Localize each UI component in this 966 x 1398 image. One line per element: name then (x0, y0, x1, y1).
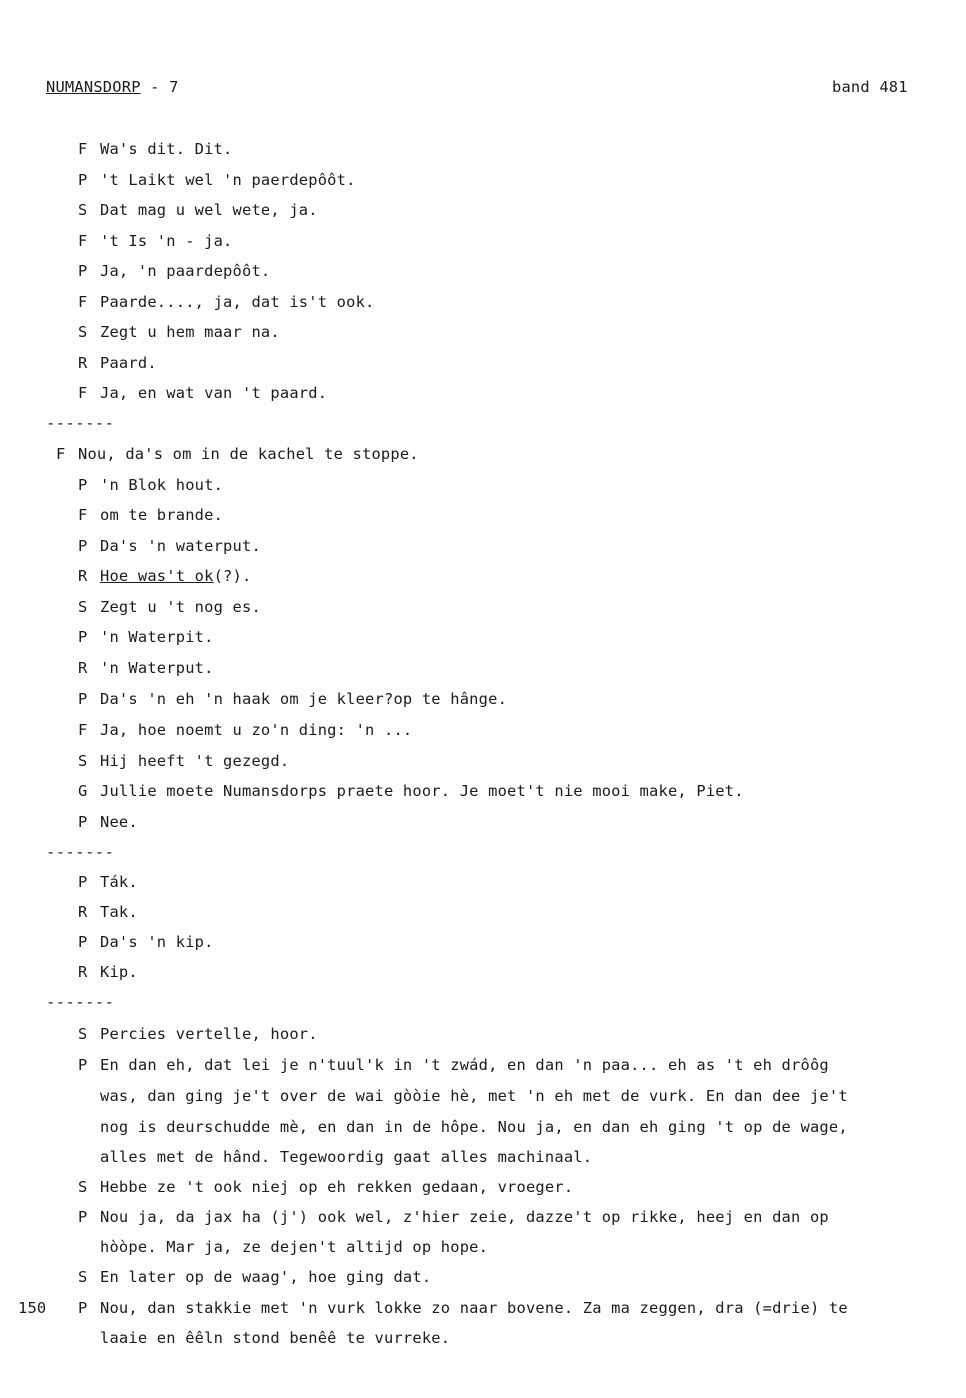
dialogue-line: P Nou ja, da jax ha (j') ook wel, z'hier zeie, dazze't op rikke, heej en dan op (78, 1208, 829, 1226)
dialogue-line: P Nee. (78, 813, 138, 831)
dialogue-line: P Ja, 'n paardepôôt. (78, 262, 271, 280)
dialogue-line: S Dat mag u wel wete, ja. (78, 201, 318, 219)
section-separator: ------- (46, 414, 115, 432)
dialogue-line: F Ja, en wat van 't paard. (78, 384, 328, 402)
dialogue-line: R Paard. (78, 354, 157, 372)
dialogue-line: S Percies vertelle, hoor. (78, 1025, 318, 1043)
dialogue-line: S Zegt u 't nog es. (78, 598, 261, 616)
dialogue-line: F 't Is 'n - ja. (78, 232, 233, 250)
section-separator: ------- (46, 993, 115, 1011)
dialogue-line: F Ja, hoe noemt u zo'n ding: 'n ... (78, 721, 413, 739)
dialogue-line-continuation: alles met de hând. Tegewoordig gaat alles machinaal. (100, 1148, 593, 1166)
section-separator: ------- (46, 843, 115, 861)
tape-number: band 481 (832, 78, 908, 96)
dialogue-line: P Da's 'n kip. (78, 933, 214, 951)
page-header-left (46, 78, 179, 96)
dialogue-line-continuation: laaie en êêln stond benêê te vurreke. (100, 1329, 451, 1347)
dialogue-line: P Da's 'n eh 'n haak om je kleer?op te hânge. (78, 690, 508, 708)
dialogue-line: P Ták. (78, 873, 138, 891)
dialogue-line-continuation: was, dan ging je't over de wai gòòie hè, met 'n eh met de vurk. En dan dee je't (100, 1087, 848, 1105)
dialogue-line: F Paarde...., ja, dat is't ook. (78, 293, 375, 311)
dialogue-line: P Nou, dan stakkie met 'n vurk lokke zo naar bovene. Za ma zeggen, dra (=drie) te (78, 1299, 848, 1317)
place-name: NUMANSDORP (46, 78, 141, 96)
dialogue-line-continuation: hòòpe. Mar ja, ze dejen't altijd op hope. (100, 1238, 489, 1256)
dialogue-line: F Wa's dit. Dit. (78, 140, 233, 158)
dialogue-line: P Da's 'n waterput. (78, 537, 261, 555)
dialogue-line: F Nou, da's om in de kachel te stoppe. (56, 445, 419, 463)
dialogue-line-continuation: nog is deurschudde mè, en dan in de hôpe. Nou ja, en dan eh ging 't op de wage, (100, 1118, 848, 1136)
dialogue-line: R Tak. (78, 903, 138, 921)
dialogue-line: F om te brande. (78, 506, 224, 524)
dialogue-line: S Zegt u hem maar na. (78, 323, 280, 341)
dialogue-line: P 't Laikt wel 'n paerdepôôt. (78, 171, 356, 189)
dialogue-line: P 'n Waterpit. (78, 628, 214, 646)
dialogue-line: P 'n Blok hout. (78, 476, 224, 494)
line-count-margin-number: 150 (18, 1299, 47, 1317)
dialogue-line: S Hebbe ze 't ook niej op eh rekken gedaan, vroeger. (78, 1178, 574, 1196)
dialogue-line: R Hoe was't ok(?). (78, 567, 252, 585)
underlined-phrase: Hoe was't ok (100, 567, 214, 585)
dialogue-line: P En dan eh, dat lei je n'tuul'k in 't zwád, en dan 'n paa... eh as 't eh drôôg (78, 1056, 829, 1074)
page-number: - 7 (150, 78, 179, 96)
dialogue-line: R 'n Waterput. (78, 659, 214, 677)
dialogue-line: G Jullie moete Numansdorps praete hoor. Je moet't nie mooi make, Piet. (78, 782, 744, 800)
dialogue-line: S En later op de waag', hoe ging dat. (78, 1268, 432, 1286)
dialogue-line: S Hij heeft 't gezegd. (78, 752, 290, 770)
dialogue-line: R Kip. (78, 963, 138, 981)
